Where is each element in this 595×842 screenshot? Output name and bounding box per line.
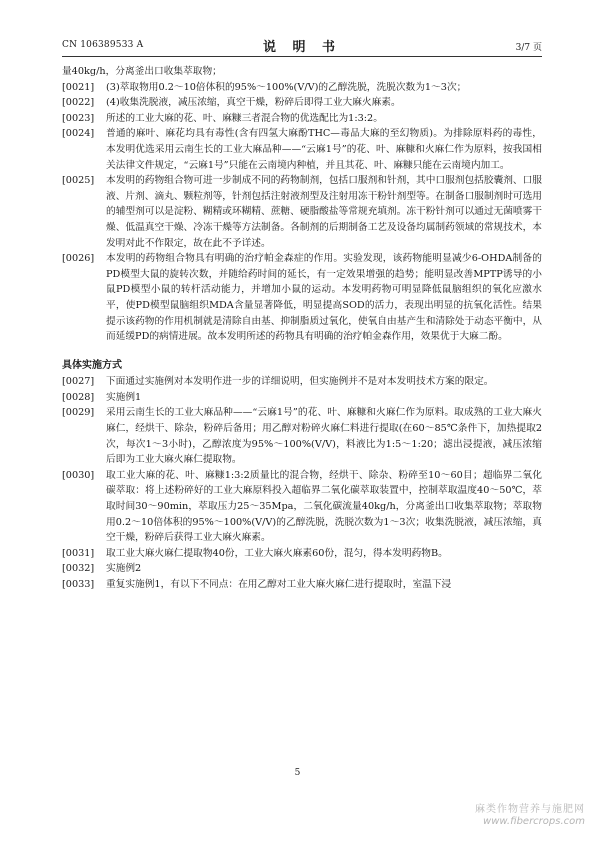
paragraph <box>62 468 542 546</box>
paragraph-group-b <box>62 374 542 592</box>
paragraph-text: (3)萃取物用0.2～10倍体积的95%～100%(V/V)的乙醇洗脱，洗脱次数为1～3次； <box>106 81 467 93</box>
paragraph-number: [0024] <box>62 128 95 140</box>
paragraph <box>62 546 542 562</box>
paragraph-text: 取工业大麻的花、叶、麻糠1:3:2质量比的混合物，经烘干、除杂、粉碎至10～60目；超临界二氧化碳萃取：将上述粉碎好的工业大麻原料投入超临界二氧化碳萃取装置中，控制萃取温度40～50℃，萃取时间30～90min，萃取压力25～35Mpa，二氧化碳流量40kg/h，分离釜出口收集萃取物；萃取物用0.2～10倍体积的95%～100%(V/V)的乙醇洗脱，洗脱次数为1～3次；收集洗脱液，减压浓缩，真空干燥，粉碎后获得工业大麻火麻素。 <box>106 469 542 544</box>
watermark-site-name: 麻类作物营养与施肥网 <box>475 804 585 815</box>
paragraph <box>62 251 542 345</box>
paragraph <box>62 561 542 577</box>
document-body <box>62 64 542 593</box>
paragraph <box>62 405 542 467</box>
paragraph-number: [0030] <box>62 469 95 481</box>
page-number: 5 <box>294 768 301 778</box>
paragraph-text: 实施例1 <box>106 391 142 403</box>
paragraph <box>62 126 542 173</box>
paragraph <box>62 111 542 127</box>
paragraph-number: [0032] <box>62 563 95 575</box>
paragraph <box>62 577 542 593</box>
document-number: CN 106389533 A <box>62 40 144 50</box>
paragraph-text: 本发明的药物组合物具有明确的治疗帕金森症的作用。实验发现，该药物能明显减少6-OHDA制备的PD模型大鼠的旋转次数，并随给药时间的延长，有一定效果增强的趋势；能明显改善MPTP诱导的小鼠PD模型小鼠的转杆活动能力，并增加小鼠的运动。本发明药物可明显降低鼠脑组织的氧化应激水平，使PD模型鼠脑组织MDA含量显著降低，明显提高SOD的活力，表现出明显的抗氧化活性。结果提示该药物的作用机制就是清除自由基、抑制脂质过氧化，使氧自由基产生和清除处于动态平衡中，从而延缓PD的病情进展。故本发明所述的药物具有明确的治疗帕金森作用，效果优于大麻二酚。 <box>106 253 542 343</box>
paragraph-text: 下面通过实施例对本发明作进一步的详细说明，但实施例并不是对本发明技术方案的限定。 <box>106 376 494 388</box>
paragraph-number: [0022] <box>62 97 95 109</box>
paragraph <box>62 80 542 96</box>
paragraph-text: 取工业大麻火麻仁提取物40份，工业大麻火麻素60份，混匀，得本发明药物B。 <box>106 547 448 559</box>
paragraph-number: [0025] <box>62 175 95 187</box>
paragraph <box>62 95 542 111</box>
paragraph-number: [0027] <box>62 376 95 388</box>
paragraph-number: [0021] <box>62 81 95 93</box>
paragraph-text: 本发明的药物组合物可进一步制成不同的药物制剂，包括口服剂和针剂，其中口服剂包括胶囊剂、口服液、片剂、滴丸、颗粒剂等，针剂包括注射液剂型及注射用冻干粉针剂型等。在制备口服制剂时可选用的辅型剂可以是淀粉、糊精或环糊精、蔗糖、硬脂酸盐等常规充填剂。冻干粉针剂可以通过无菌喷雾干燥、低温真空干燥、冷冻干燥等方法制备。各制剂的后期制备工艺及设备均属制药领域的常规技术，本发明对此不作限定，故在此不予详述。 <box>106 175 542 249</box>
paragraph <box>62 374 542 390</box>
paragraph <box>62 390 542 406</box>
paragraph-text: 实施例2 <box>106 563 142 575</box>
paragraph-number: [0031] <box>62 547 95 559</box>
paragraph-number: [0023] <box>62 112 95 124</box>
paragraph-text: 普通的麻叶、麻花均具有毒性(含有四氢大麻酚THC—毒品大麻的至幻物质)。为排除原料药的毒性，本发明优选采用云南生长的工业大麻品种——“云麻1号”的花、叶、麻糠和火麻仁作为原料，按我国相关法律文件规定，“云麻1号”只能在云南境内种植，并且其花、叶、麻糠只能在云南境内加工。 <box>106 128 542 171</box>
paragraph-group-a <box>62 80 542 345</box>
paragraph-text: (4)收集洗脱液，减压浓缩，真空干燥，粉碎后即得工业大麻火麻素。 <box>106 97 401 109</box>
intro-line: 量40kg/h，分离釜出口收集萃取物； <box>62 66 222 77</box>
paragraph-number: [0026] <box>62 253 95 265</box>
paragraph-number: [0028] <box>62 391 95 403</box>
watermark-url: www.fibercrops.com <box>483 816 585 827</box>
page-header <box>62 36 542 55</box>
paragraph-number: [0029] <box>62 407 95 419</box>
paragraph-text: 重复实施例1，有以下不同点：在用乙醇对工业大麻火麻仁进行提取时，室温下浸 <box>106 579 452 590</box>
document-title: 说 明 书 <box>262 40 342 55</box>
paragraph-number: [0033] <box>62 579 95 590</box>
paragraph-text: 采用云南生长的工业大麻品种——“云麻1号”的花、叶、麻糠和火麻仁作为原料。取成熟的工业大麻火麻仁，经烘干、除杂，粉碎后备用；用乙醇对粉碎火麻仁料进行提取(在60～85℃条件下，加热提取2次，每次1～3小时)，乙醇浓度为95%～100%(V/V)，料液比为1:5～1:20；滤出浸提液，减压浓缩后即为工业大麻火麻仁提取物。 <box>106 407 542 466</box>
paragraph <box>62 173 542 251</box>
header-divider <box>62 56 542 57</box>
paragraph-text: 所述的工业大麻的花、叶、麻糠三者混合物的优选配比为1:3:2。 <box>106 112 383 124</box>
page-info: 3/7 页 <box>515 43 542 53</box>
watermark <box>475 804 585 828</box>
section-heading: 具体实施方式 <box>62 359 122 371</box>
